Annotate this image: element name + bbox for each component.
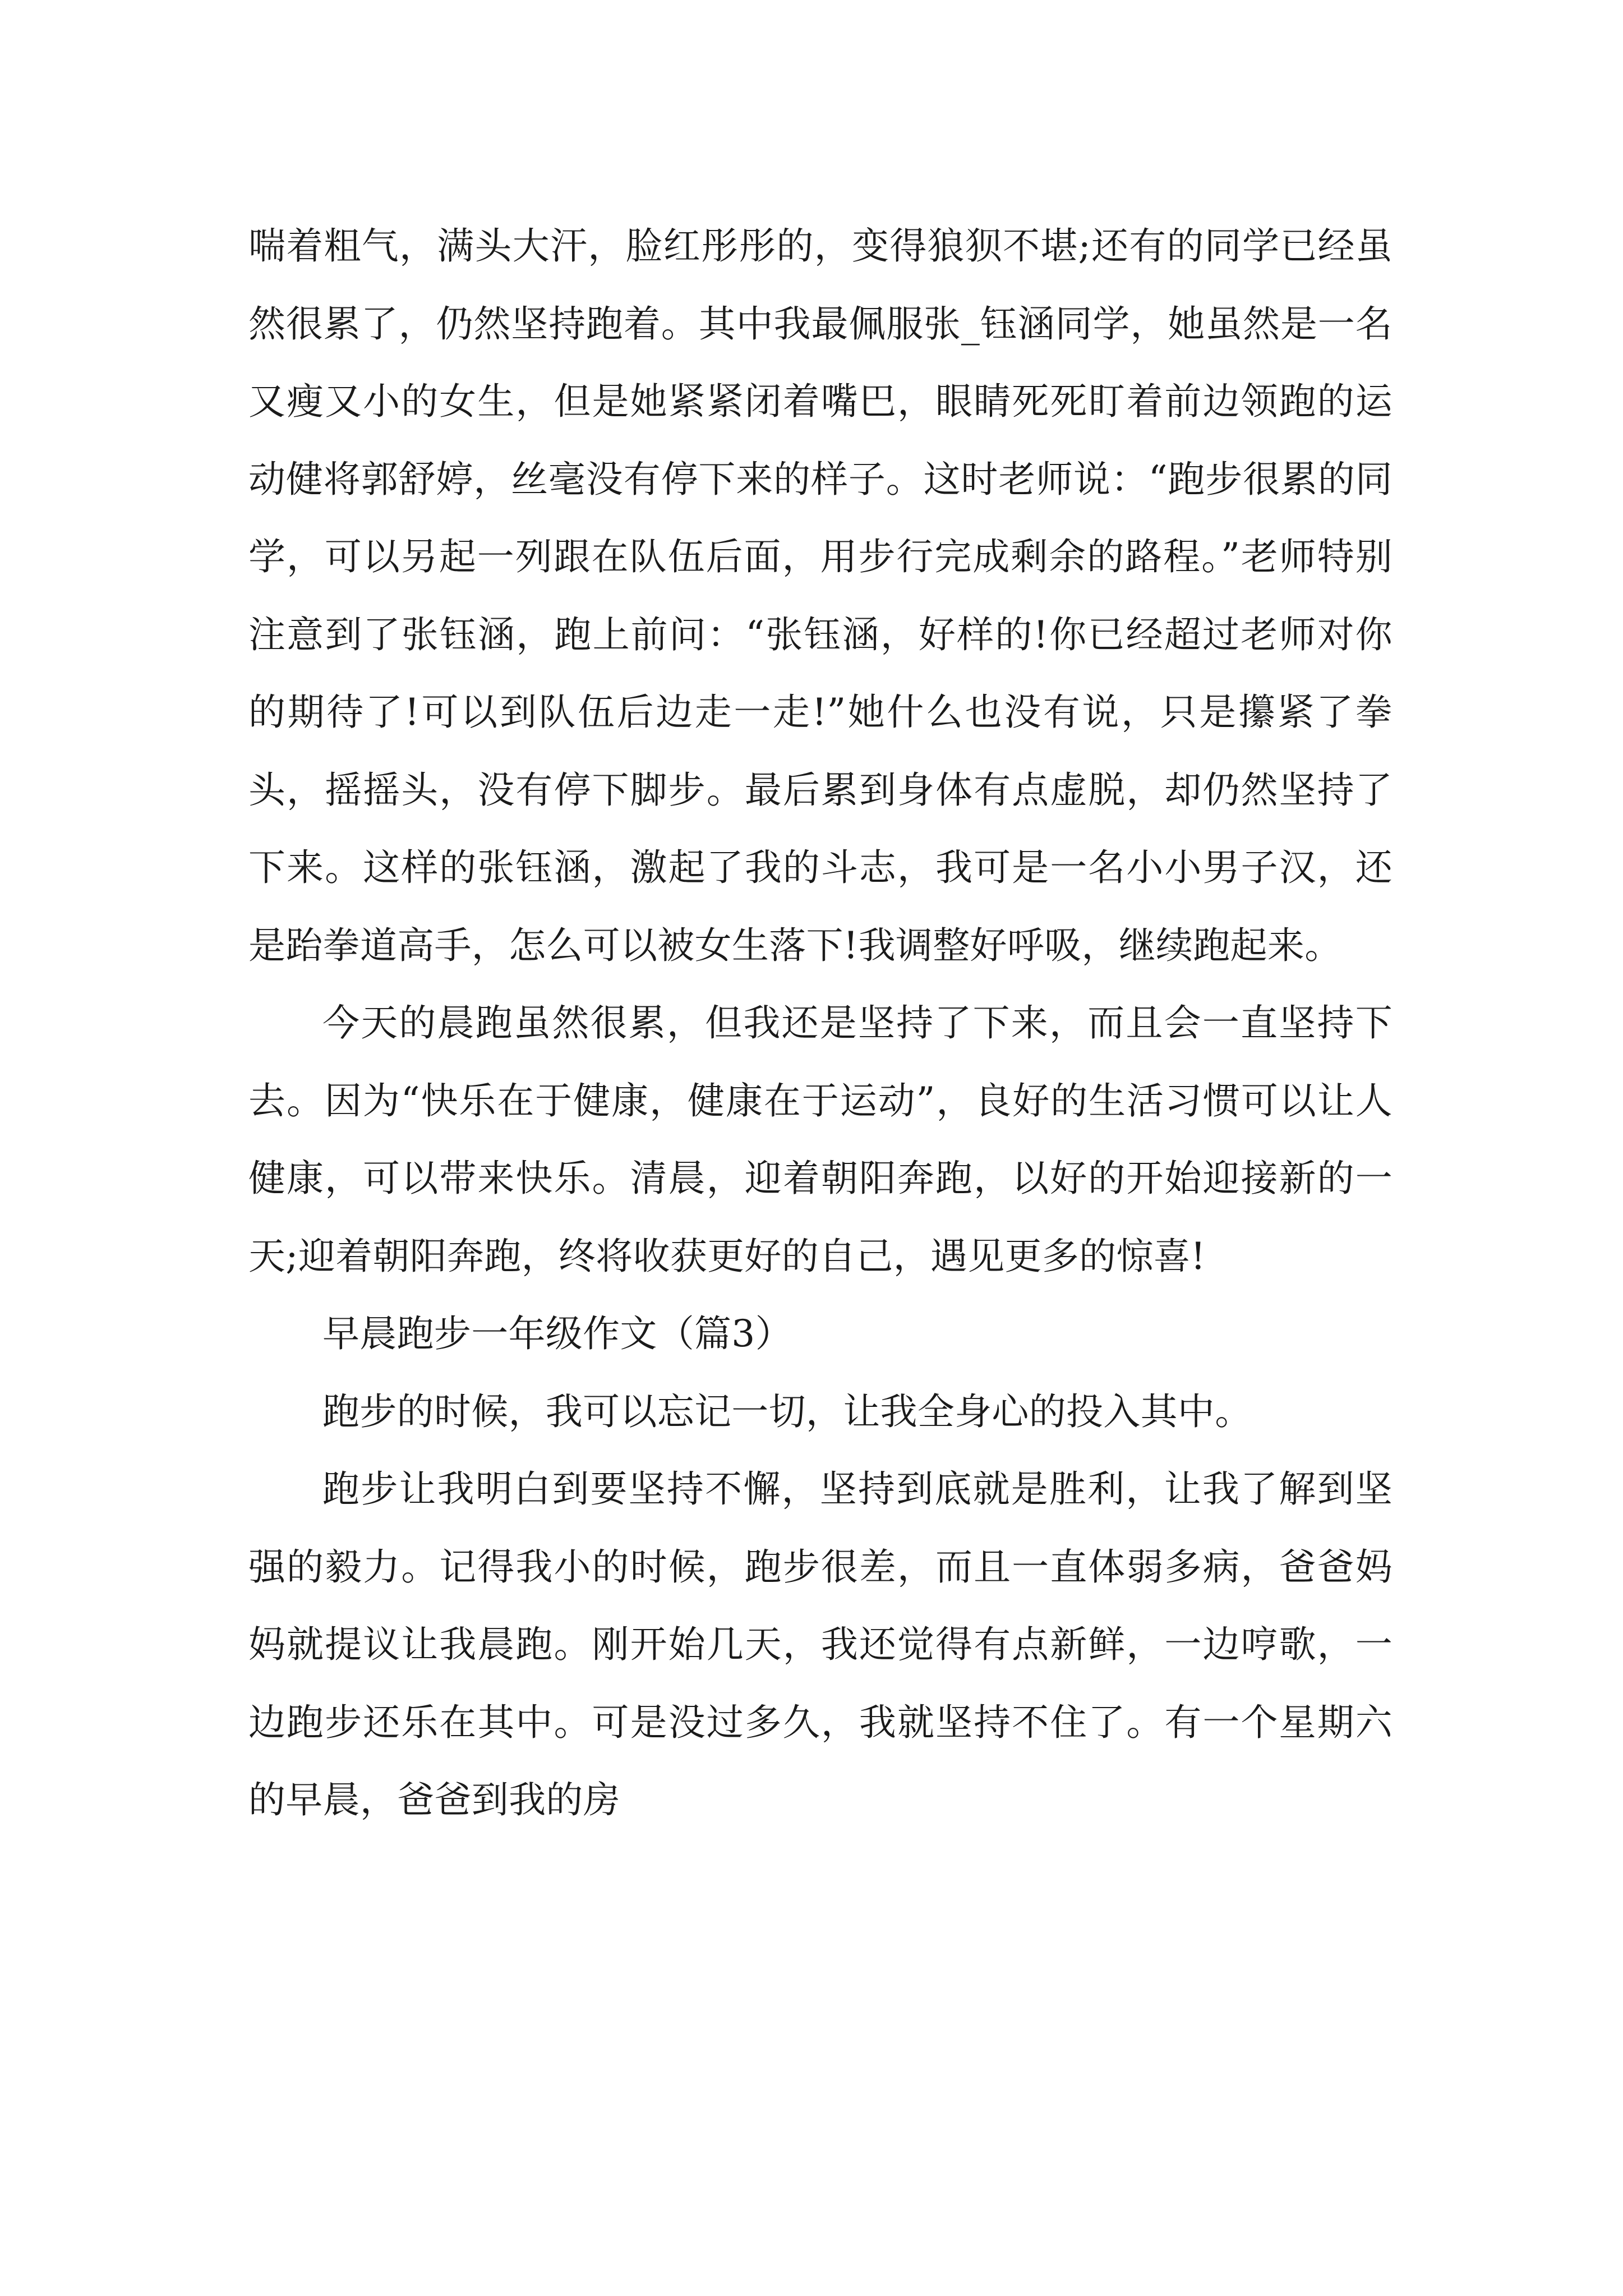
paragraph-story: 跑步让我明白到要坚持不懈，坚持到底就是胜利，让我了解到坚强的毅力。记得我小的时候，跑步很差，而且一直体弱多病，爸爸妈妈就提议让我晨跑。刚开始几天，我还觉得有点新鲜，一边哼歌，一边跑步还乐在其中。可是没过多久，我就坚持不住了。有一个星期六的早晨，爸爸到我的房 bbox=[248, 1467, 1393, 1821]
paragraph-intro: 跑步的时候，我可以忘记一切，让我全身心的投入其中。 bbox=[322, 1389, 1252, 1433]
paragraph-continued: 喘着粗气，满头大汗，脸红彤彤的，变得狼狈不堪;还有的同学已经虽然很累了，仍然坚持跑着。其中我最佩服张_钰涵同学，她虽然是一名又瘦又小的女生，但是她紧紧闭着嘴巴，眼睛死死盯着前边领跑的运动健将郭舒婷，丝毫没有停下来的样子。这时老师说：“跑步很累的同学，可以另起一列跟在队伍后面，用步行完成剩余的路程。”老师特别注意到了张钰涵，跑上前问：“张钰涵，好样的!你已经超过老师对你的期待了!可以到队伍后边走一走!”她什么也没有说，只是攥紧了拳头，摇摇头，没有停下脚步。最后累到身体有点虚脱，却仍然坚持了下来。这样的张钰涵，激起了我的斗志，我可是一名小小男子汉，还是跆拳道高手，怎么可以被女生落下!我调整好呼吸，继续跑起来。 bbox=[248, 224, 1393, 967]
essay-heading: 早晨跑步一年级作文（篇3） bbox=[322, 1312, 792, 1355]
paragraph-conclusion: 今天的晨跑虽然很累，但我还是坚持了下来，而且会一直坚持下去。因为“快乐在于健康，健康在于运动”，良好的生活习惯可以让人健康，可以带来快乐。清晨，迎着朝阳奔跑，以好的开始迎接新的一天;迎着朝阳奔跑，终将收获更好的自己，遇见更多的惊喜! bbox=[248, 1001, 1393, 1278]
document-body bbox=[248, 208, 1393, 1839]
